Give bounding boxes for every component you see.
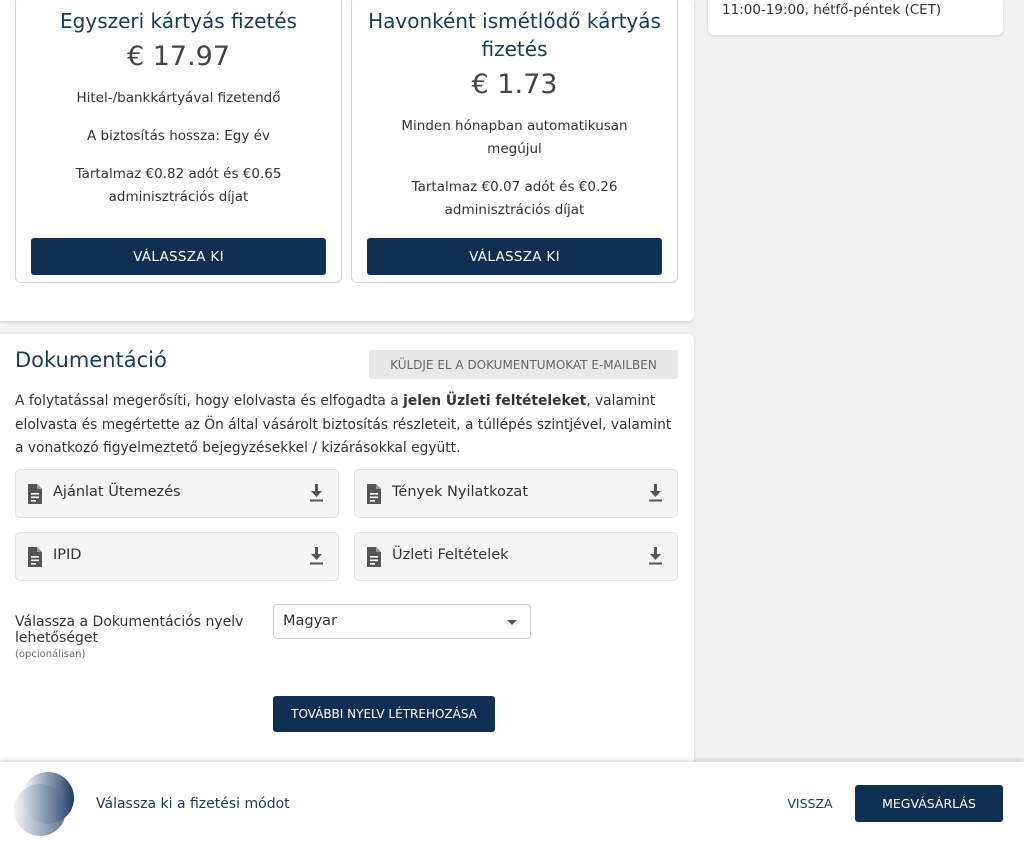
document-label: Tények Nyilatkozat	[392, 484, 529, 500]
support-hours-text: 11:00-19:00, hétfő-péntek (CET)	[722, 2, 942, 18]
company-logo	[8, 770, 78, 838]
document-quote-schedule[interactable]	[15, 469, 339, 518]
select-one-time-button[interactable]: VÁLASSZA KI	[31, 238, 326, 275]
back-button[interactable]: VISSZA	[778, 789, 842, 817]
purchase-button[interactable]: MEGVÁSÁRLÁS	[855, 785, 1003, 822]
document-label: IPID	[53, 547, 82, 563]
document-ipid[interactable]	[15, 532, 339, 581]
language-select[interactable]	[273, 604, 531, 639]
plan-price: € 17.97	[126, 41, 231, 72]
add-language-button[interactable]: TOVÁBBI NYELV LÉTREHOZÁSA	[273, 696, 495, 732]
plan-payment-note: Hitel-/bankkártyával fizetendő	[76, 90, 281, 106]
caret-down-icon	[507, 620, 517, 625]
file-document-icon	[27, 547, 43, 567]
file-document-icon	[27, 484, 43, 504]
file-document-icon	[366, 484, 382, 504]
download-icon[interactable]	[308, 483, 325, 503]
download-icon[interactable]	[308, 546, 325, 566]
current-step-text: Válassza ki a fizetési módot	[96, 796, 290, 812]
plan-fees: Tartalmaz €0.07 adót és €0.26 adminisztrációs díjat	[411, 179, 618, 218]
documentation-consent-text: A folytatással megerősíti, hogy elolvasta és elfogadta a jelen Üzleti feltételeket, valamint elolvasta és megértette az Ön által vásárolt biztosítás részleteit, a túllépés szintjével, valamint a vonatkozó figyelmeztető bejegyzésekkel / kizárásokkal együtt.	[15, 393, 672, 456]
plan-duration: A biztosítás hossza: Egy év	[87, 128, 270, 144]
language-label: Válassza a Dokumentációs nyelv lehetőséget	[15, 614, 244, 646]
language-optional-note: (opcionálisan)	[15, 649, 86, 660]
plan-title: Havonként ismétlődő kártyás fizetés	[368, 9, 661, 61]
plan-price: € 1.73	[471, 69, 558, 100]
footer-bar	[0, 762, 1024, 842]
language-select-value: Magyar	[283, 613, 338, 629]
document-label: Ajánlat Ütemezés	[53, 484, 181, 500]
plan-title: Egyszeri kártyás fizetés	[60, 9, 297, 33]
plan-fees: Tartalmaz €0.82 adót és €0.65 adminisztrációs díjat	[75, 166, 282, 205]
download-icon[interactable]	[647, 483, 664, 503]
select-monthly-button[interactable]: VÁLASSZA KI	[367, 238, 662, 275]
documentation-panel	[0, 334, 694, 774]
payment-options-panel	[0, 0, 694, 321]
file-document-icon	[366, 547, 382, 567]
plan-card-monthly	[351, 0, 678, 283]
plan-payment-note: Minden hónapban automatikusan megújul	[401, 118, 628, 157]
document-statement-of-facts[interactable]	[354, 469, 678, 518]
support-hours-card	[708, 0, 1003, 35]
email-documents-button[interactable]: KÜLDJE EL A DOKUMENTUMOKAT E-MAILBEN	[369, 350, 678, 379]
terms-link[interactable]: jelen Üzleti feltételeket	[403, 393, 587, 409]
document-label: Üzleti Feltételek	[392, 547, 509, 563]
documentation-title: Dokumentáció	[15, 348, 167, 372]
plan-card-one-time	[15, 0, 342, 283]
download-icon[interactable]	[647, 546, 664, 566]
document-terms-conditions[interactable]	[354, 532, 678, 581]
